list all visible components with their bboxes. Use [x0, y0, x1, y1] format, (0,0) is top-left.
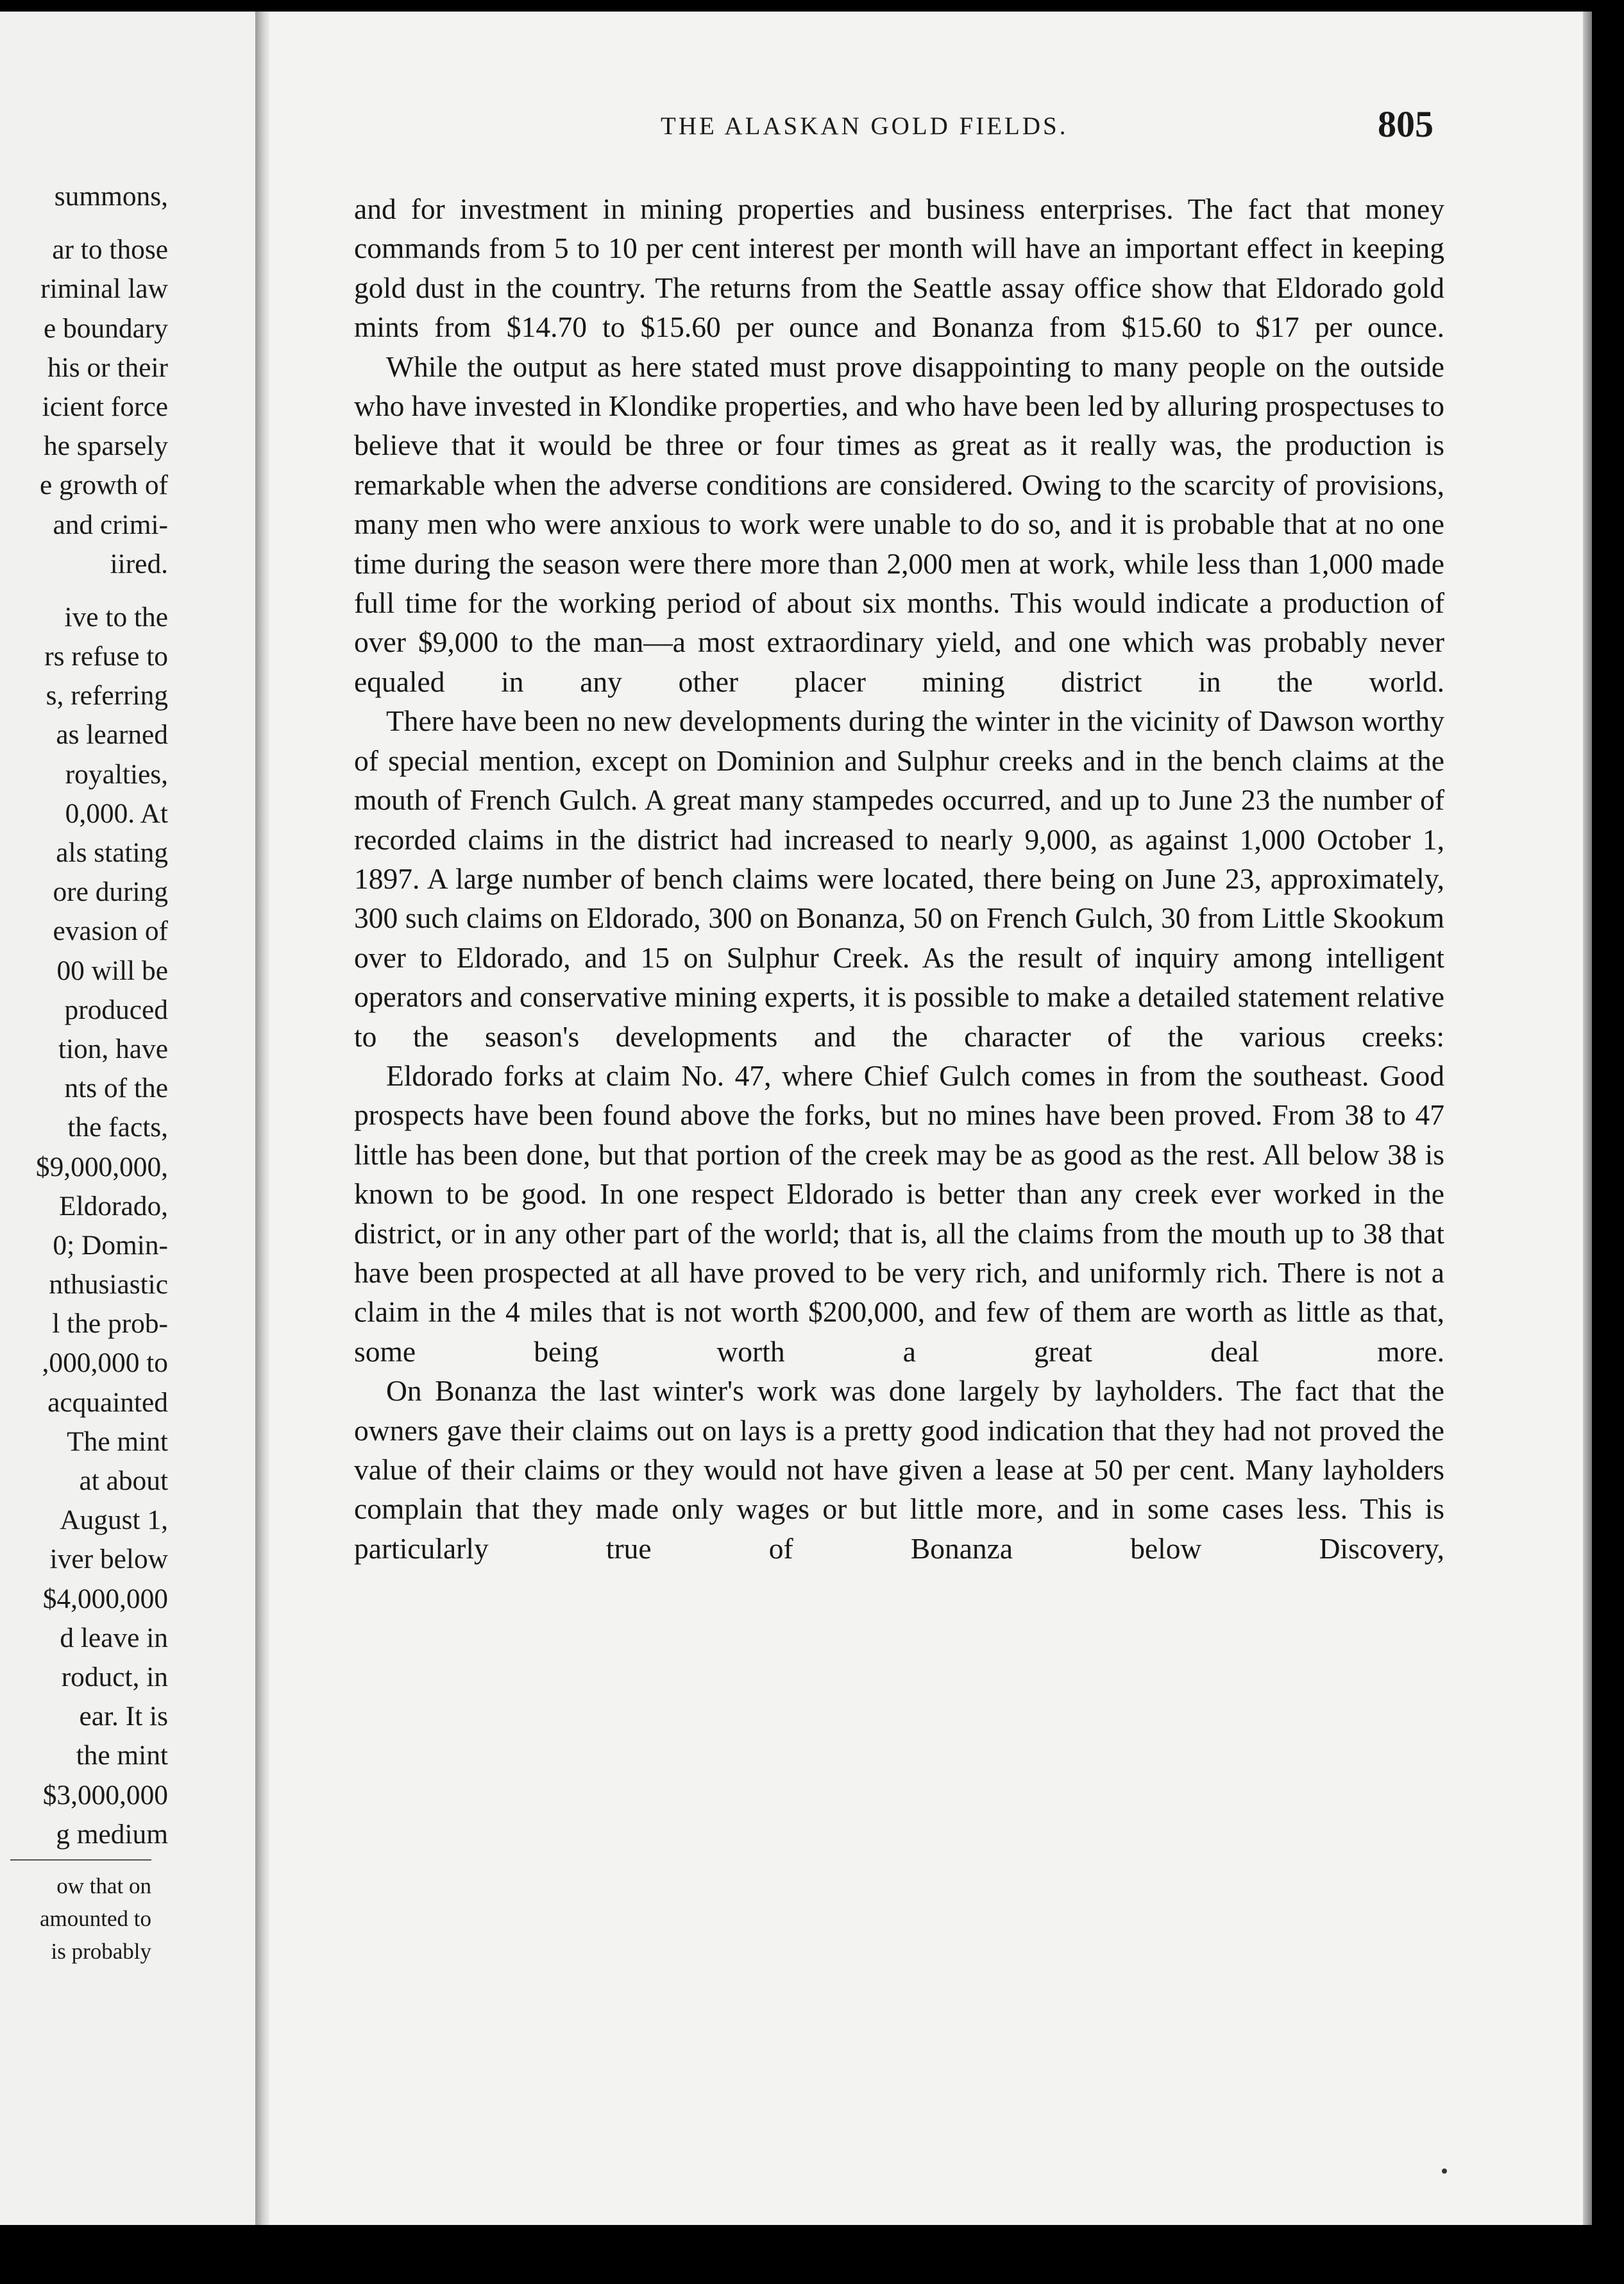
left-page-line: as learned: [56, 719, 168, 751]
paragraph: On Bonanza the last winter's work was done largely by layholders. The fact that the owners gave their claims out on lays is a pretty good indication that they had not proved the value of their claims or they would not have given a lease at 50 per cent. Many layholders complain that they made only wages or but little more, and in some cases less. This is particularly true of Bonanza below Discovery,: [354, 1374, 1444, 1565]
left-page-line: and crimi-: [53, 509, 168, 540]
left-page-line: riminal law: [40, 273, 168, 305]
left-page-line: Eldorado,: [59, 1190, 168, 1222]
left-page-footnote: [0, 1859, 151, 1968]
left-page-line: e growth of: [39, 470, 168, 501]
scan-speck: [1442, 2169, 1447, 2174]
body-text: [354, 189, 1444, 1568]
left-page-line: e boundary: [44, 312, 168, 344]
paragraph: There have been no new developments during the winter in the vicinity of Dawson worthy of special mention, except on Dominion and Sulphur creeks and in the bench claims at the mouth of French Gulch. A great many stampedes occurred, and up to June 23 the number of recorded claims in the district had increased to nearly 9,000, as against 1,000 October 1, 1897. A large number of bench claims were located, there being on June 23, approximately, 300 such claims on Eldorado, 300 on Bonanza, 50 on French Gulch, 30 from Little Skookum over to Eldorado, and 15 on Sulphur Creek. As the result of inquiry among intelligent operators and conservative mining experts, it is possible to make a detailed statement relative to the season's developments and the character of the various creeks:: [354, 704, 1444, 1053]
left-page-line: nthusiastic: [49, 1269, 168, 1300]
left-footnote-line: amounted to: [40, 1906, 151, 1931]
footnote-rule: [10, 1859, 151, 1861]
left-footnote-line: ow that on: [56, 1873, 151, 1898]
left-page-line: l the prob-: [52, 1308, 168, 1340]
left-page-line: royalties,: [65, 758, 168, 790]
left-page-line: summons,: [54, 181, 168, 212]
left-page-line: icient force: [42, 391, 168, 422]
left-page-line: $3,000,000: [42, 1779, 168, 1811]
left-page-line: ear. It is: [79, 1701, 168, 1732]
left-page-line: g medium: [56, 1818, 168, 1850]
left-page-line: tion, have: [58, 1033, 168, 1064]
left-page-line: ore during: [53, 876, 168, 908]
left-page-line: iver below: [49, 1544, 168, 1575]
left-page-line: d leave in: [60, 1622, 168, 1653]
paragraph: While the output as here stated must prove disappointing to many people on the outside who have invested in Klondike properties, and who have been led by alluring prospectuses to believe that it would be three or four times as great as it really was, the production is remarkable when the adverse conditions are considered. Owing to the scarcity of provisions, many men who were anxious to work were unable to do so, and it is probable that at no one time during the season were there more than 2,000 men at work, while less than 1,000 made full time for the working period of about six months. This would indicate a production of over $9,000 to the man—a most extraordinary yield, and one which was probably never equaled in any other placer mining district in the world.: [354, 350, 1444, 698]
left-page-line: The mint: [67, 1426, 168, 1457]
paragraph: Eldorado forks at claim No. 47, where Chief Gulch comes in from the southeast. Good prospects have been found above the forks, but no mines have been proved. From 38 to 47 little has been done, but that portion of the creek may be as good as the rest. All below 38 is known to be good. In one respect Eldorado is better than any creek ever worked in the district, or in any other part of the world; that is, all the claims from the mouth up to 38 that have been prospected at all have proved to be very rich, and uniformly rich. There is not a claim in the 4 miles that is not worth $200,000, and few of them are worth as little as that, some being worth a great deal more.: [354, 1059, 1444, 1368]
left-page-line: the facts,: [67, 1112, 168, 1143]
left-page-line: 0; Domin-: [53, 1229, 168, 1261]
left-page-fragment: [0, 12, 255, 2225]
left-page-line: 00 will be: [56, 955, 168, 986]
left-page-line: rs refuse to: [44, 641, 168, 672]
book-gutter: [255, 12, 269, 2225]
left-page-line: his or their: [47, 352, 168, 383]
left-page-line: nts of the: [64, 1073, 168, 1104]
left-page-line: he sparsely: [44, 430, 168, 462]
paragraph: and for investment in mining properties and business enterprises. The fact that money commands from 5 to 10 per cent interest per month will have an important effect in keeping gold dust in the country. The returns from the Seattle assay office show that Eldorado gold mints from $14.70 to $15.60 per ounce and Bonanza from $15.60 to $17 per ounce.: [354, 192, 1444, 344]
left-page-line: ,000,000 to: [42, 1347, 168, 1379]
left-page-line: roduct, in: [61, 1661, 168, 1692]
page-edge-shadow: [1583, 12, 1592, 2225]
left-page-line: the mint: [76, 1740, 168, 1771]
left-page-line: $4,000,000: [42, 1583, 168, 1614]
running-head: THE ALASKAN GOLD FIELDS.: [661, 112, 1069, 140]
left-page-text-column: [0, 177, 168, 1854]
left-footnote-line: is probably: [51, 1939, 151, 1964]
left-page-line: ar to those: [52, 234, 168, 266]
left-page-line: produced: [64, 994, 168, 1025]
left-page-line: ive to the: [64, 601, 168, 633]
left-page-line: iired.: [110, 548, 168, 579]
page-number: 805: [1378, 103, 1434, 145]
left-page-line: at about: [79, 1465, 168, 1496]
left-page-line: acquainted: [47, 1386, 168, 1418]
left-page-line: $9,000,000,: [35, 1151, 168, 1182]
left-page-line: evasion of: [53, 916, 168, 947]
left-page-line: s, referring: [46, 680, 168, 712]
left-page-line: August 1,: [60, 1504, 168, 1536]
left-page-line: 0,000. At: [65, 797, 168, 829]
left-page-line: als stating: [56, 837, 168, 868]
